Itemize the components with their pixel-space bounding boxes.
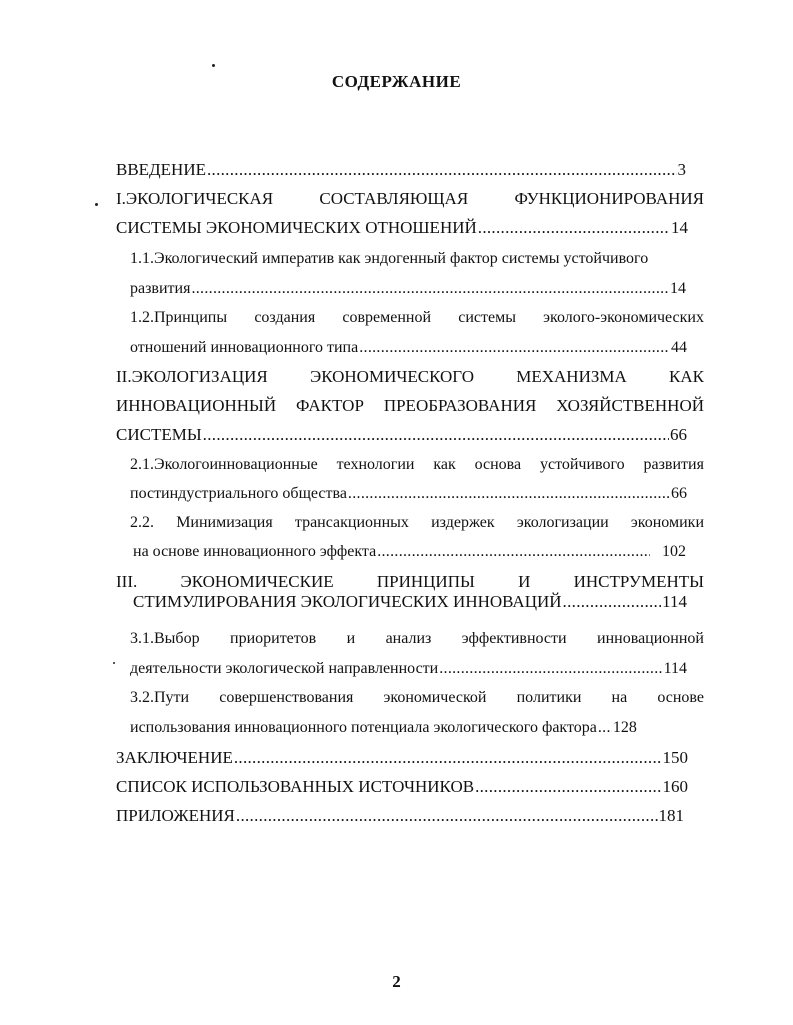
toc-entry-s32-line1[interactable] xyxy=(130,689,704,707)
toc-entry-ch1-line1[interactable] xyxy=(116,189,704,209)
toc-word: ФУНКЦИОНИРОВАНИЯ xyxy=(514,189,704,208)
toc-entry-text: использования инновационного потенциала экологического фактора xyxy=(130,719,597,736)
toc-page-number: 66 xyxy=(670,425,687,444)
toc-word: политики xyxy=(516,689,582,706)
toc-entry-ch3-line1[interactable] xyxy=(116,572,704,592)
leader-dots xyxy=(478,218,670,238)
toc-page-number: 114 xyxy=(663,660,687,677)
toc-entry-s22-line1[interactable] xyxy=(130,514,704,532)
toc-entry-text: отношений инновационного типа xyxy=(130,339,359,356)
stray-mark xyxy=(95,203,98,206)
toc-entry-text: СПИСОК ИСПОЛЬЗОВАННЫХ ИСТОЧНИКОВ xyxy=(116,777,475,796)
toc-entry-text: ПРИЛОЖЕНИЯ xyxy=(116,806,235,825)
toc-word: Минимизация xyxy=(176,514,273,531)
toc-word: основа xyxy=(474,456,522,473)
toc-entry-s21-line1[interactable] xyxy=(130,456,704,474)
toc-entry-conclusion[interactable] xyxy=(116,748,688,768)
toc-entry-text: на основе инновационного эффекта xyxy=(133,543,377,560)
toc-entry-text: деятельности экологической направленности xyxy=(130,660,439,677)
toc-word: III. xyxy=(116,572,138,591)
leader-dots xyxy=(359,339,670,357)
toc-page-number: 128 xyxy=(612,719,637,736)
leader-dots xyxy=(191,280,669,298)
toc-page-number: 150 xyxy=(662,748,688,767)
toc-word: 2.2. xyxy=(130,514,154,531)
toc-word: издержек xyxy=(431,514,495,531)
page-number: 2 xyxy=(392,972,401,991)
toc-entry-s22-line2[interactable] xyxy=(133,543,686,561)
toc-entry-text: СТИМУЛИРОВАНИЯ ЭКОЛОГИЧЕСКИХ ИННОВАЦИЙ xyxy=(133,592,562,611)
leader-dots xyxy=(348,485,670,503)
toc-page-number: 102 xyxy=(662,543,686,560)
toc-entry-text: развития xyxy=(130,280,191,297)
toc-entry-text: ЗАКЛЮЧЕНИЕ xyxy=(116,748,233,767)
toc-entry-ch2-line1[interactable] xyxy=(116,367,704,387)
page-title: СОДЕРЖАНИЕ xyxy=(331,72,462,91)
toc-entry-ch2-line3[interactable] xyxy=(116,425,687,445)
toc-word: ЭКОНОМИЧЕСКОГО xyxy=(309,367,474,386)
toc-word: ХОЗЯЙСТВЕННОЙ xyxy=(556,396,704,415)
toc-page-number: 14 xyxy=(671,218,688,237)
toc-entry-intro[interactable] xyxy=(116,160,686,180)
toc-word: трансакционных xyxy=(294,514,409,531)
toc-entry-text: 1.1.Экологический императив как эндогенный фактор системы устойчивого xyxy=(130,250,649,267)
leader-dots xyxy=(475,777,661,797)
stray-mark xyxy=(113,662,115,664)
toc-entry-s11-line1[interactable] xyxy=(130,250,704,268)
toc-word: устойчивого xyxy=(539,456,625,473)
toc-word: СОСТАВЛЯЮЩАЯ xyxy=(319,189,469,208)
toc-word: ИНСТРУМЕНТЫ xyxy=(573,572,704,591)
toc-page-number: 3 xyxy=(677,160,686,179)
toc-word: экономики xyxy=(630,514,704,531)
toc-word: инновационной xyxy=(597,630,704,647)
toc-entry-s11-line2[interactable] xyxy=(130,280,686,298)
toc-word: I.ЭКОЛОГИЧЕСКАЯ xyxy=(116,189,274,208)
toc-word: приоритетов xyxy=(230,630,317,647)
toc-word: ИННОВАЦИОННЫЙ xyxy=(116,396,277,415)
toc-page-number: 114 xyxy=(662,592,687,611)
toc-entry-ch1-line2[interactable] xyxy=(116,218,688,238)
toc-word: современной xyxy=(342,309,432,326)
leader-dots xyxy=(234,748,662,768)
toc-entry-text: ВВЕДЕНИЕ xyxy=(116,160,206,179)
stray-mark xyxy=(212,64,215,67)
toc-entry-ch2-line2[interactable] xyxy=(116,396,704,416)
toc-word: создания xyxy=(254,309,316,326)
toc-entry-text: СИСТЕМЫ xyxy=(116,425,202,444)
toc-entry-s31-line2[interactable] xyxy=(130,660,687,678)
toc-entry-ch3-line2[interactable] xyxy=(133,592,687,612)
toc-word: ЭКОНОМИЧЕСКИЕ xyxy=(180,572,334,591)
toc-word: анализ xyxy=(385,630,432,647)
toc-word: основе xyxy=(657,689,704,706)
toc-entry-s12-line2[interactable] xyxy=(130,339,687,357)
toc-word: ПРИНЦИПЫ xyxy=(376,572,475,591)
toc-word: И xyxy=(518,572,531,591)
toc-word: II.ЭКОЛОГИЗАЦИЯ xyxy=(116,367,268,386)
leader-dots xyxy=(598,719,612,737)
toc-entry-text: постиндустриального общества xyxy=(130,485,347,502)
toc-word: 3.1.Выбор xyxy=(130,630,200,647)
leader-dots xyxy=(207,160,677,180)
leader-dots xyxy=(563,592,662,612)
toc-word: 1.2.Принципы xyxy=(130,309,228,326)
leader-dots xyxy=(203,425,669,445)
toc-word: эффективности xyxy=(461,630,567,647)
toc-word: совершенствования xyxy=(219,689,354,706)
toc-word: системы xyxy=(458,309,516,326)
toc-page-number: 160 xyxy=(662,777,688,796)
toc-page-number: 181 xyxy=(658,806,684,825)
toc-word: на xyxy=(611,689,628,706)
toc-word: КАК xyxy=(669,367,704,386)
toc-word: МЕХАНИЗМА xyxy=(516,367,627,386)
toc-entry-s21-line2[interactable] xyxy=(130,485,687,503)
toc-word: и xyxy=(346,630,356,647)
toc-entry-s12-line1[interactable] xyxy=(130,309,704,327)
toc-entry-s32-line2[interactable] xyxy=(130,719,688,737)
leader-dots xyxy=(439,660,662,678)
toc-entry-text: СИСТЕМЫ ЭКОНОМИЧЕСКИХ ОТНОШЕНИЙ xyxy=(116,218,477,237)
toc-word: развития xyxy=(643,456,704,473)
leader-dots xyxy=(236,806,658,826)
toc-entry-sources[interactable] xyxy=(116,777,688,797)
toc-word: 3.2.Пути xyxy=(130,689,190,706)
toc-page-number: 66 xyxy=(671,485,687,502)
toc-word: ФАКТОР xyxy=(296,396,364,415)
toc-entry-appendix[interactable] xyxy=(116,806,684,826)
toc-word: технологии xyxy=(336,456,415,473)
toc-word: 2.1.Экологоинновационные xyxy=(130,456,318,473)
leader-dots xyxy=(377,543,650,561)
toc-page-number: 44 xyxy=(671,339,687,356)
toc-entry-s31-line1[interactable] xyxy=(130,630,704,648)
toc-page-number: 14 xyxy=(670,280,686,297)
toc-word: эколого-экономических xyxy=(543,309,704,326)
toc-word: экономической xyxy=(383,689,487,706)
toc-word: как xyxy=(433,456,456,473)
toc-word: экологизации xyxy=(516,514,609,531)
toc-word: ПРЕОБРАЗОВАНИЯ xyxy=(383,396,537,415)
